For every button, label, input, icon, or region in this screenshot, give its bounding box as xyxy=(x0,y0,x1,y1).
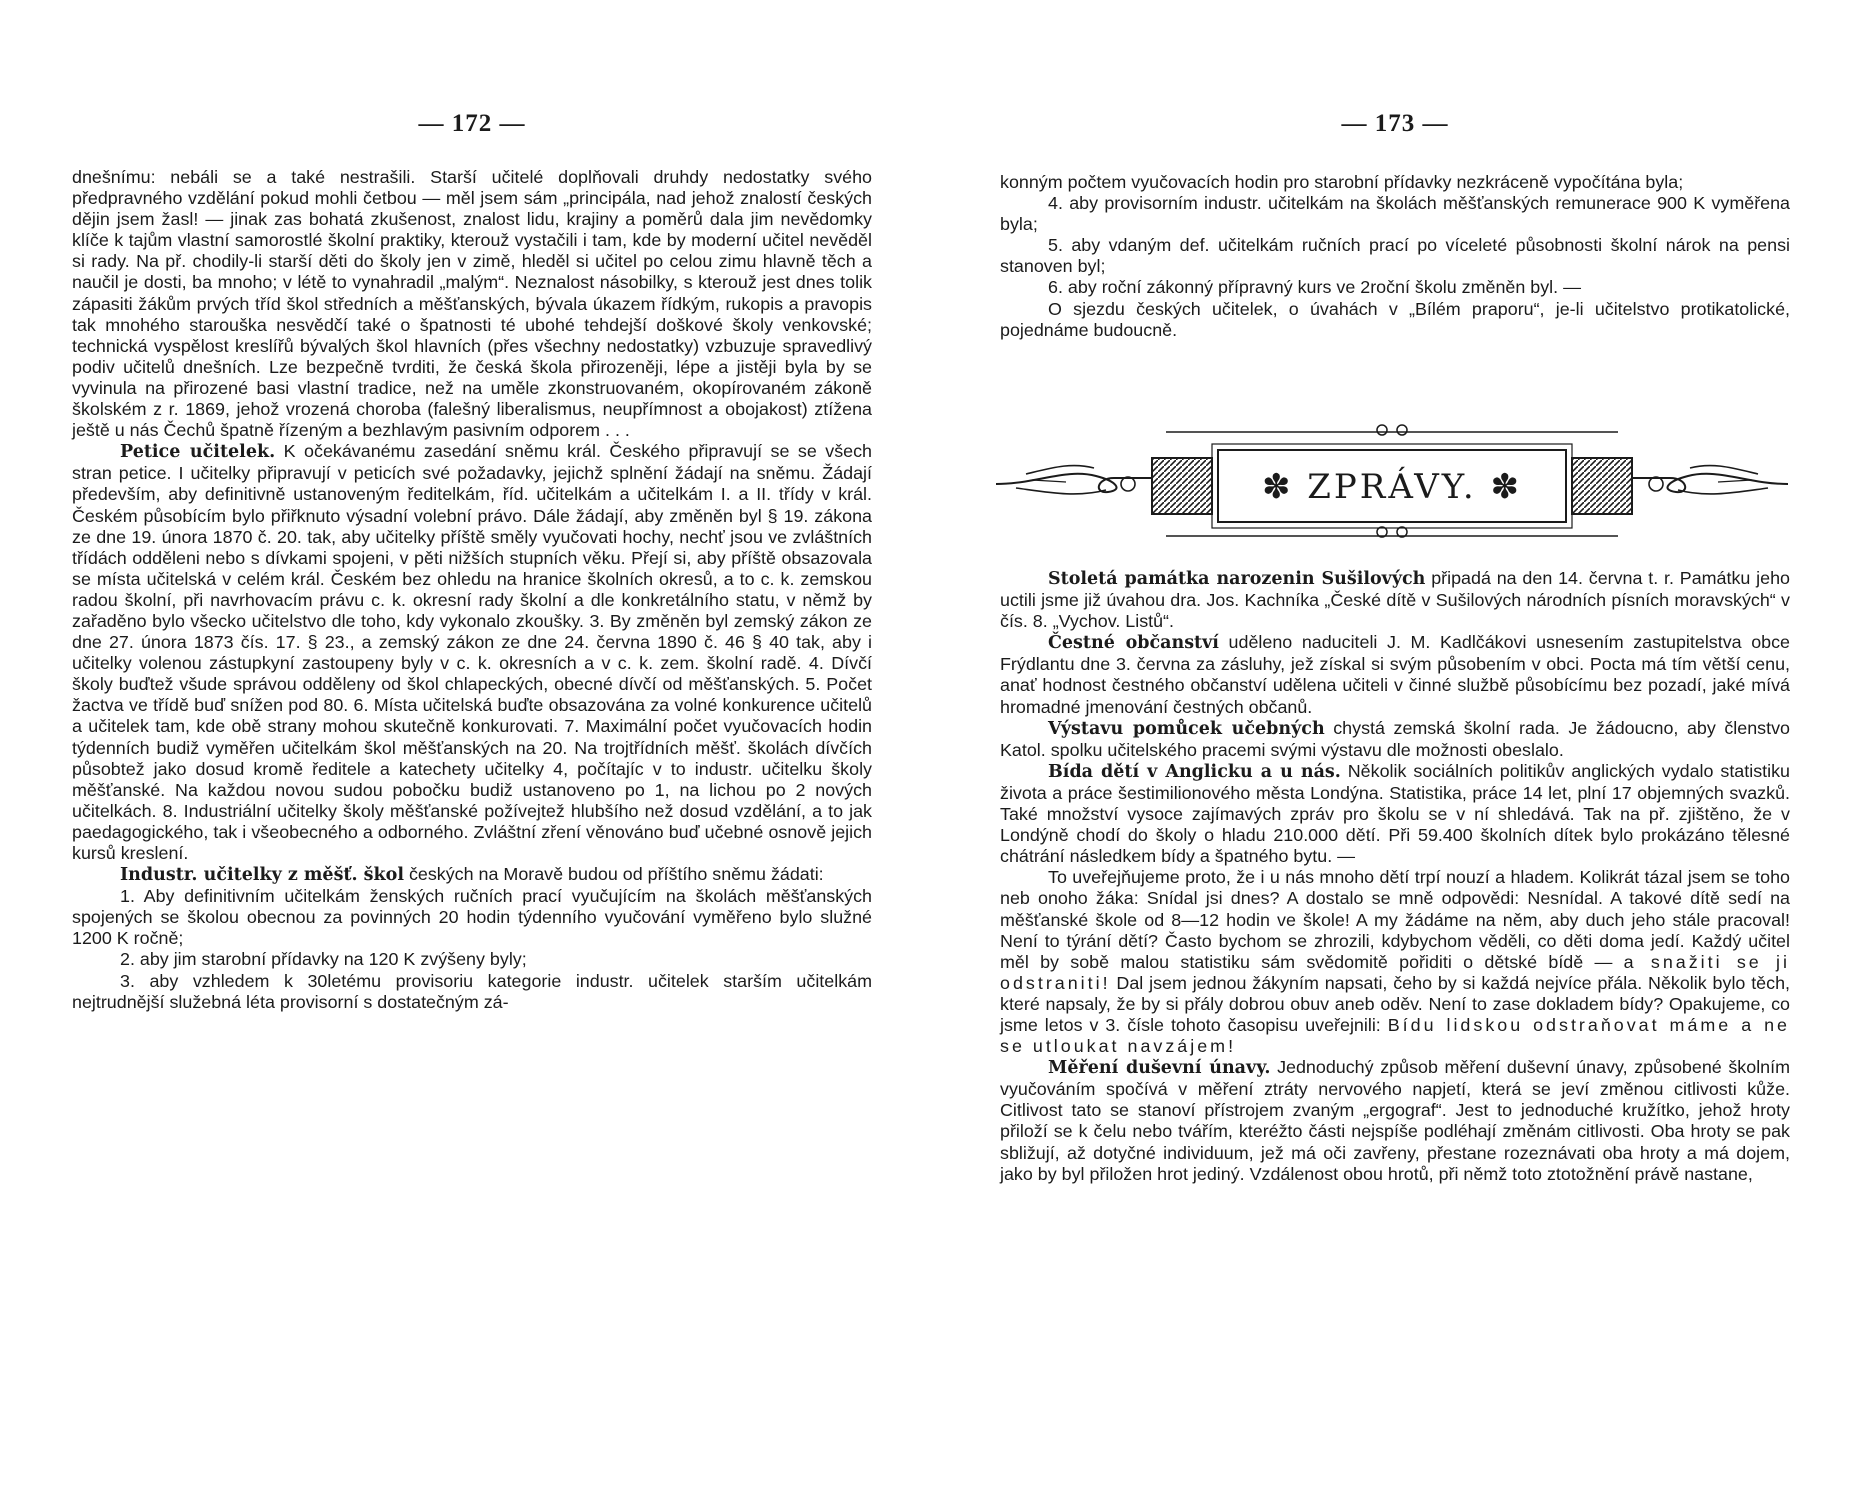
stoleta-text: připadá na den 14. června t. r. Památku jeho uctili jsme již úvahou dra. Jos. Kachníka „České dítě v Sušilových národních písních moravských“ v čís. 8. „Vychov. Listů“. xyxy=(1000,568,1791,632)
list-item-5: 5. aby vdaným def. učitelkám ručních prací po víceleté působnosti školní nárok na pensi stanoven byl; xyxy=(1000,235,1790,277)
right-page xyxy=(1000,0,1790,1500)
paragraph-uverejnujeme xyxy=(1000,867,1790,1057)
list-item-3: 3. aby vzhledem k 30letému provisoriu kategorie industr. učitelek starším učitelkám nejtrudnější služebná léta provisorní s dostatečným zá- xyxy=(72,970,872,1012)
paragraph-industr xyxy=(72,864,872,886)
petice-text: K očekávanému zasedání sněmu král. Českého připravují se se všech stran petice. I učitelky připravují v peticích své požadavky, jejichž splnění žádají na sněmu. Žádají především, aby definitivně ustanoveným ředitelkám, říd. učitelkám a učitelkám I. a II. třídy v král. Českém působícím bylo přiřknuto výsadní volební právo. Dále žádají, aby změněn byl § 19. zákona ze dne 19. února 1870 č. 20. tak, aby učitelky příště směly vyučovati hochy, nechť jsou ve zvláštních třídách odděleni nebo s dívkami spojeni, v pěti nižších stupních věku. Přejí si, aby příště obsazovala se místa učitelská v celém král. Českém bez ohledu na hranice školních okresů, a to c. k. zemskou radou školní, při navrhovacím právu c. k. okresní rady školní a dle konkretálního statu, v němž by zařaděno bylo všecko učitelstvo dle toho, kdy vykonalo zkoušky. 3. By změněn byl zemský zákon ze dne 27. února 1873 čís. 17. § 23., a zemský zákon ze dne 24. června 1890 č. 46 § 40 tak, aby i učitelky volenou zástupkyní zastoupeny byly v c. k. okresních a v c. k. zem. školní radě. 4. Dívčí školy buďtež všude správou odděleny od škol chlapeckých, obecné dívčí od měšťanských. 5. Počet žactva ve třídě buď snížen pod 80. 6. Místa učitelská buďte obsazována za volné konkurence učitelů a učitelek tam, kde obě strany mohou skutečně konkurovati. 7. Maximální počet vyučovacích hodin týdenních budiž vyměřen učitelkám škol měšťanských na 20. Na trojtřídních měšť. školách dívčích působtež jako dosud kromě ředitele a katechety učitelky 4, počítajíc v to industr. učitelku školy měšťanské. Na každou novou sudou pobočku budiž ustanoveno po 1, na lichou po 2 nových učitelkách. 8. Industriální učitelky školy měšťanské požívejtež hlubšího než dosud vzdělání, a to jak paedagogického, tak i všeobecného a odborného. Zvláštní zření věnováno buď učebné osnově jejich kursů kreslení. xyxy=(72,441,872,863)
ornament-banner-icon xyxy=(996,418,1788,538)
list-item-1: 1. Aby definitivním učitelkám ženských ručních prací vyučujícím na školách měšťanských spojených se školou obecnou za povinných 20 hodin týdenního vyučování vyměřeno bylo služné 1200 K ročně; xyxy=(72,886,872,949)
uverejnujeme-text-a: To uveřejňujeme proto, že i u nás mnoho dětí trpí nouzí a hladem. Kolikrát tázal jsem se toho neb onoho žáka: Snídal jsi dnes? A dostalo se mně odpovědi: Nesnídal. A takové dítě sedí na měšťanské škole od 8—12 hodin ve škole! A my žádáme na něm, aby duch jeho stále pracoval! Není to týrání dětí? Často bychom se zhrozili, kdybychom věděli, co děti doma jedí. Každý učitel měl by sobě malou statistiku sám svědomitě pořiditi o dětské bídě — xyxy=(1000,867,1790,972)
right-page-news-text xyxy=(1000,568,1790,1185)
list-item-4: 4. aby provisorním industr. učitelkám na školách měšťanských remunerace 900 K vyměřena byla; xyxy=(1000,193,1790,235)
news-bida-deti xyxy=(1000,761,1790,867)
zpravy-banner xyxy=(996,418,1788,538)
news-mereni-unavy xyxy=(1000,1057,1790,1185)
uverejnujeme-text-b: Dal jsem jednou žákyním napsati, čeho by si každá nejvíce přála. Několik bylo těch, které napsaly, že by si přály dobrou obuv aneb oděv. Není to zase dokladem bídy? Opakujeme, co jsme letos v 3. čísle tohoto časopisu uveřejnili: xyxy=(1000,972,1790,1035)
vystava-text: chystá zemská školní rada. Je žádoucno, aby členstvo Katol. spolku učitelského pracemi svými výstavu dle možnosti obeslalo. xyxy=(1000,717,1790,760)
list-item-6: 6. aby roční zákonný přípravný kurs ve 2roční školu změněn byl. — xyxy=(1048,277,1581,298)
paragraph-sjezd: O sjezdu českých učitelek, o úvahách v „Bílém praporu“, je-li učitelstvo protikatolické, pojednáme budoucně. xyxy=(1000,298,1790,340)
left-page xyxy=(72,0,872,1500)
list-item-2: 2. aby jim starobní přídavky na 120 K zvýšeny byly; xyxy=(120,949,527,970)
spaced-odstraniti: a snažiti se ji odstraniti! xyxy=(1000,951,1790,993)
mereni-text: Jednoduchý způsob měření duševní únavy, způsobené školním vyučováním spočívá v měření ztráty nervového napjetí, která se jeví změnou citlivosti kůže. Citlivost tato se stanoví přístrojem zvaným „ergograf“. Jest to jednoduché kružítko, jehož hroty přiloží se k čelu nebo tvářím, kteréžto části nejspíše podléhají změnám citlivosti. Oba hroty se pak sbližují, až dotyčné individuum, jež má oči zavřeny, přestane rozeznávati oba hroty a má dojem, jako by byl přiložen hrot jediný. Vzdálenost obou hrotů, při němž toto ztotožnění právě nastane, xyxy=(1000,1057,1791,1184)
bida-text: Několik sociálních politikův anglických vydalo statistiku života a práce šestimilionového města Londýna. Statistika, práce 14 let, plní 17 objemných svazků. Také množství vysoce zajímavých zpráv pro školu se v ní shledává. Tak na př. zjištěno, že v Londýně chodí do školy o hladu 210.000 dětí. Při 59.400 školních dítek bylo prokázáno tělesné chátrání následkem bídy a špatného bytu. — xyxy=(1000,760,1790,867)
right-page-top-text xyxy=(1000,172,1790,341)
page-number-173: — 173 — xyxy=(1341,110,1449,137)
news-vystava xyxy=(1000,718,1790,761)
heading-stoleta-pamatka: Stoletá památka narozenin Sušilových xyxy=(1048,569,1426,589)
left-page-text xyxy=(72,167,872,1013)
paragraph-continuation: konným počtem vyučovacích hodin pro starobní přídavky nezkráceně vypočítána byla; xyxy=(1000,172,1684,192)
paragraph-petice xyxy=(72,441,872,864)
heading-cestne-obcanstvi: Čestné občanství xyxy=(1048,633,1219,654)
heading-bida-deti: Bída dětí v Anglicku a u nás. xyxy=(1048,761,1341,782)
heading-vystava-pomucek: Výstavu pomůcek učebných xyxy=(1048,718,1325,739)
page-number-172: — 172 — xyxy=(418,110,526,137)
paragraph-dnesnimu: dnešnímu: nebáli se a také nestrašili. Starší učitelé doplňovali druhdy nedostatky svého předpravného vzdělání pokud mohli četbou — měl jsem sám „principála, nad jehož znalostí českých dějin jsem žasl! — jinak zas bohatá zkušenost, znalost lidu, krajiny a poměrů dala jim nevědomky klíče k tajům vlastní samorostlé školní praktiky, kterouž vystačili i tam, kde by moderní učitel nevěděl si rady. Na př. chodily-li starší děti do školy jen v zimě, hleděl si učitel po celou zimu hlavně těch a naučil je dosti, ba mnoho; v létě to vynahradil „malým“. Neznalost násobilky, s kterouž jest dnes tolik zápasiti žákům prvých tříd škol středních a měšťanských, bývala úkazem řídkým, rukopis a pravopis tak mnohého starouška nesvědčí také o špatnosti té ubohé tehdejší doškové školy venkovské; technická vyspělost kreslířů bývalých škol hlavních (přes všechny nedostatky) vzbuzuje spravedlivý podiv učitelů dnešních. Lze bezpečně tvrditi, že česká škola přirozeněji, lépe a jistěji byla by se vyvinula na přirozené basi vlastní tradice, než na uměle zkonstruovaném, okopírovaném zákoně školském z r. 1869, jehož vrozená choroba (falešný liberalismus, neupřímnost a obojakost) ztížena ještě u nás Čechů špatně řízeným a bezhlavým pasivním odporem . . . xyxy=(72,167,872,441)
news-sušil xyxy=(1000,568,1790,632)
banner-title: ✽ ZPRÁVY. ✽ xyxy=(1262,467,1522,507)
cestne-text: uděleno naduciteli J. M. Kadlčákovi usnesením zastupitelstva obce Frýdlantu dne 3. června za zásluhy, jež získal si svým působením v obci. Pocta má tím větší cenu, anať hodnost čestného občanství udělena učiteli v činné službě působícímu bez pozadí, jaké mívá hromadné jmenování čestných občanů. xyxy=(1000,632,1790,717)
industr-text: českých na Moravě budou od příštího sněmu žádati: xyxy=(403,864,824,885)
heading-industr-ucitelky: Industr. učitelky z měšť. škol xyxy=(120,865,404,886)
heading-petice-ucitelek: Petice učitelek. xyxy=(120,442,276,463)
news-cestne-obcanstvi xyxy=(1000,632,1790,717)
heading-mereni-unavy: Měření duševní únavy. xyxy=(1048,1058,1271,1079)
spaced-motto: Bídu lidskou odstraňovat máme a ne se utloukat navzájem! xyxy=(1000,1014,1790,1057)
